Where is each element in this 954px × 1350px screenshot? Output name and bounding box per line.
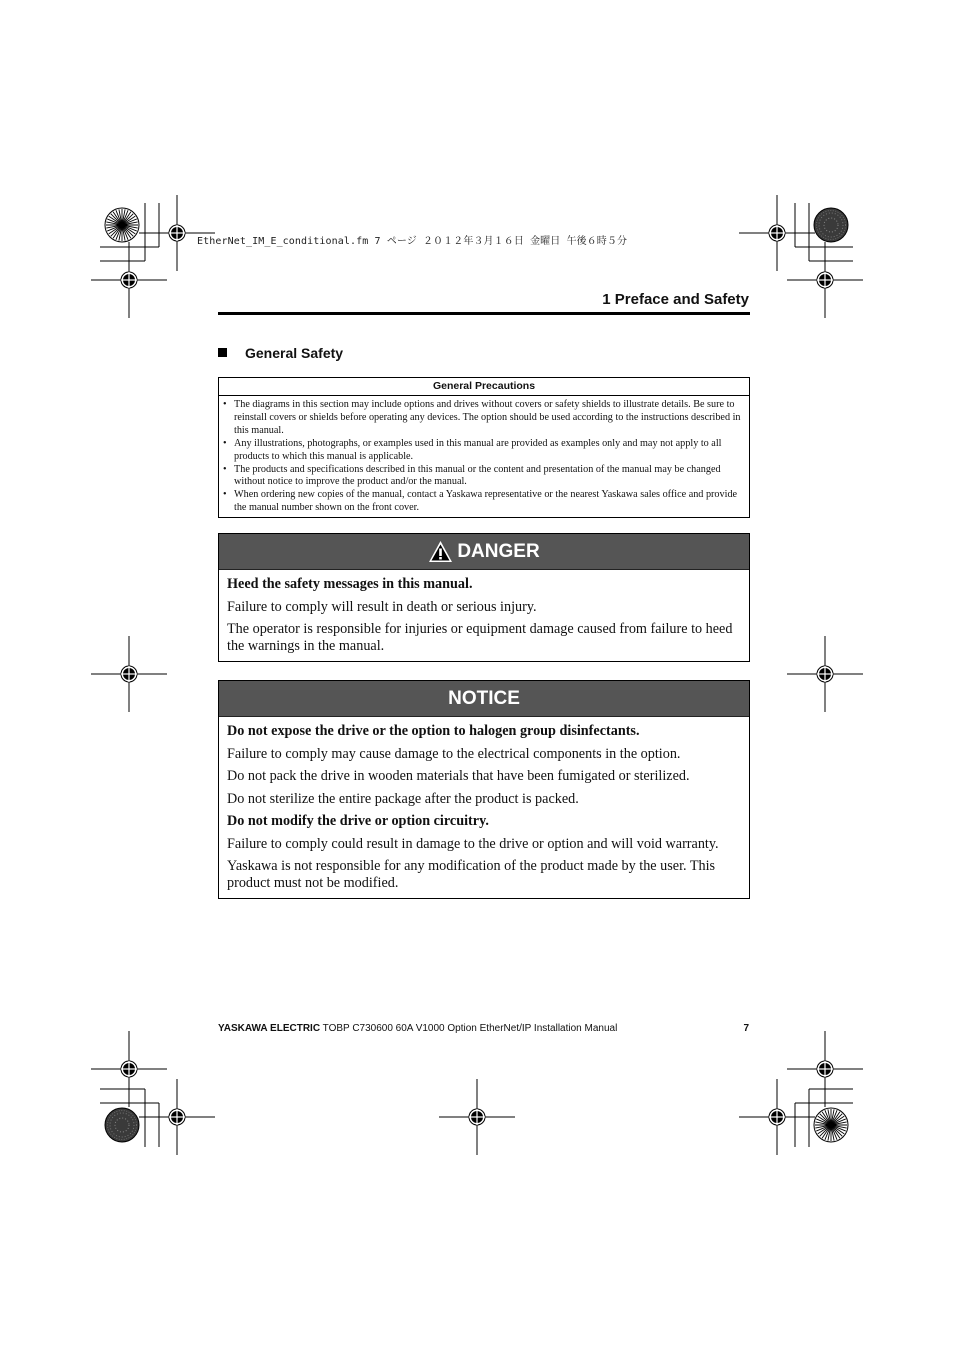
precaution-item: • When ordering new copies of the manual, contact a Yaskawa representative or the nearest Yaskawa sales office and provide the manual number shown on the front cover. xyxy=(223,489,745,515)
danger-note: The operator is responsible for injuries or equipment damage caused from failure to heed the warnings in the manual. xyxy=(227,621,733,654)
notice-statement: Do not modify the drive or option circuitry. xyxy=(227,813,489,829)
notice-consequence: Failure to comply could result in damage to the drive or option and will void warranty. xyxy=(227,835,719,852)
general-precautions-title: General Precautions xyxy=(219,378,749,396)
notice-label: NOTICE xyxy=(448,687,520,709)
danger-statement: Heed the safety messages in this manual. xyxy=(227,576,473,592)
danger-header xyxy=(219,534,749,570)
footer-brand: YASKAWA ELECTRIC xyxy=(218,1023,321,1034)
subsection-title-text: General Safety xyxy=(245,345,344,361)
notice-consequence: Failure to comply may cause damage to the electrical components in the option. xyxy=(227,745,681,762)
general-precautions-box xyxy=(218,377,750,518)
subsection-title xyxy=(218,345,343,361)
notice-header xyxy=(219,681,749,717)
page-footer xyxy=(218,1023,749,1034)
notice-note: Do not pack the drive in wooden materials that have been fumigated or sterilized. xyxy=(227,768,690,784)
notice-body xyxy=(219,717,749,898)
notice-box xyxy=(218,680,750,899)
danger-body xyxy=(219,570,749,661)
precaution-item: • Any illustrations, photographs, or examples used in this manual are provided as examples only and may not apply to all products to which this manual is applicable. xyxy=(223,438,745,464)
general-precautions-list xyxy=(219,396,749,517)
section-rule xyxy=(218,312,750,315)
warning-triangle-icon xyxy=(428,540,453,563)
danger-label: DANGER xyxy=(457,540,540,562)
danger-consequence: Failure to comply will result in death or serious injury. xyxy=(227,598,537,615)
square-bullet-icon xyxy=(218,348,227,357)
footer-manual-title: TOBP C730600 60A V1000 Option EtherNet/IP Installation Manual xyxy=(322,1023,618,1034)
danger-box xyxy=(218,533,750,662)
section-heading: 1 Preface and Safety xyxy=(602,291,749,308)
notice-statement: Do not expose the drive or the option to halogen group disinfectants. xyxy=(227,723,640,739)
precaution-item: • The diagrams in this section may include options and drives without covers or safety shields to illustrate details. Be sure to reinstall covers or shields before operating any devices. The option should be used according to the instructions described in this manual. xyxy=(223,399,745,438)
notice-note: Do not sterilize the entire package after the product is packed. xyxy=(227,790,579,807)
print-file-info: EtherNet_IM_E_conditional.fm 7 ページ ２０１２年３月１６日 金曜日 午後６時５分 xyxy=(197,236,628,247)
notice-note: Yaskawa is not responsible for any modification of the product made by the user. This product must not be modified. xyxy=(227,858,716,891)
page-number: 7 xyxy=(743,1023,749,1034)
precaution-item: • The products and specifications described in this manual or the content and presentation of the manual may be changed without notice to improve the product and/or the manual. xyxy=(223,464,745,490)
